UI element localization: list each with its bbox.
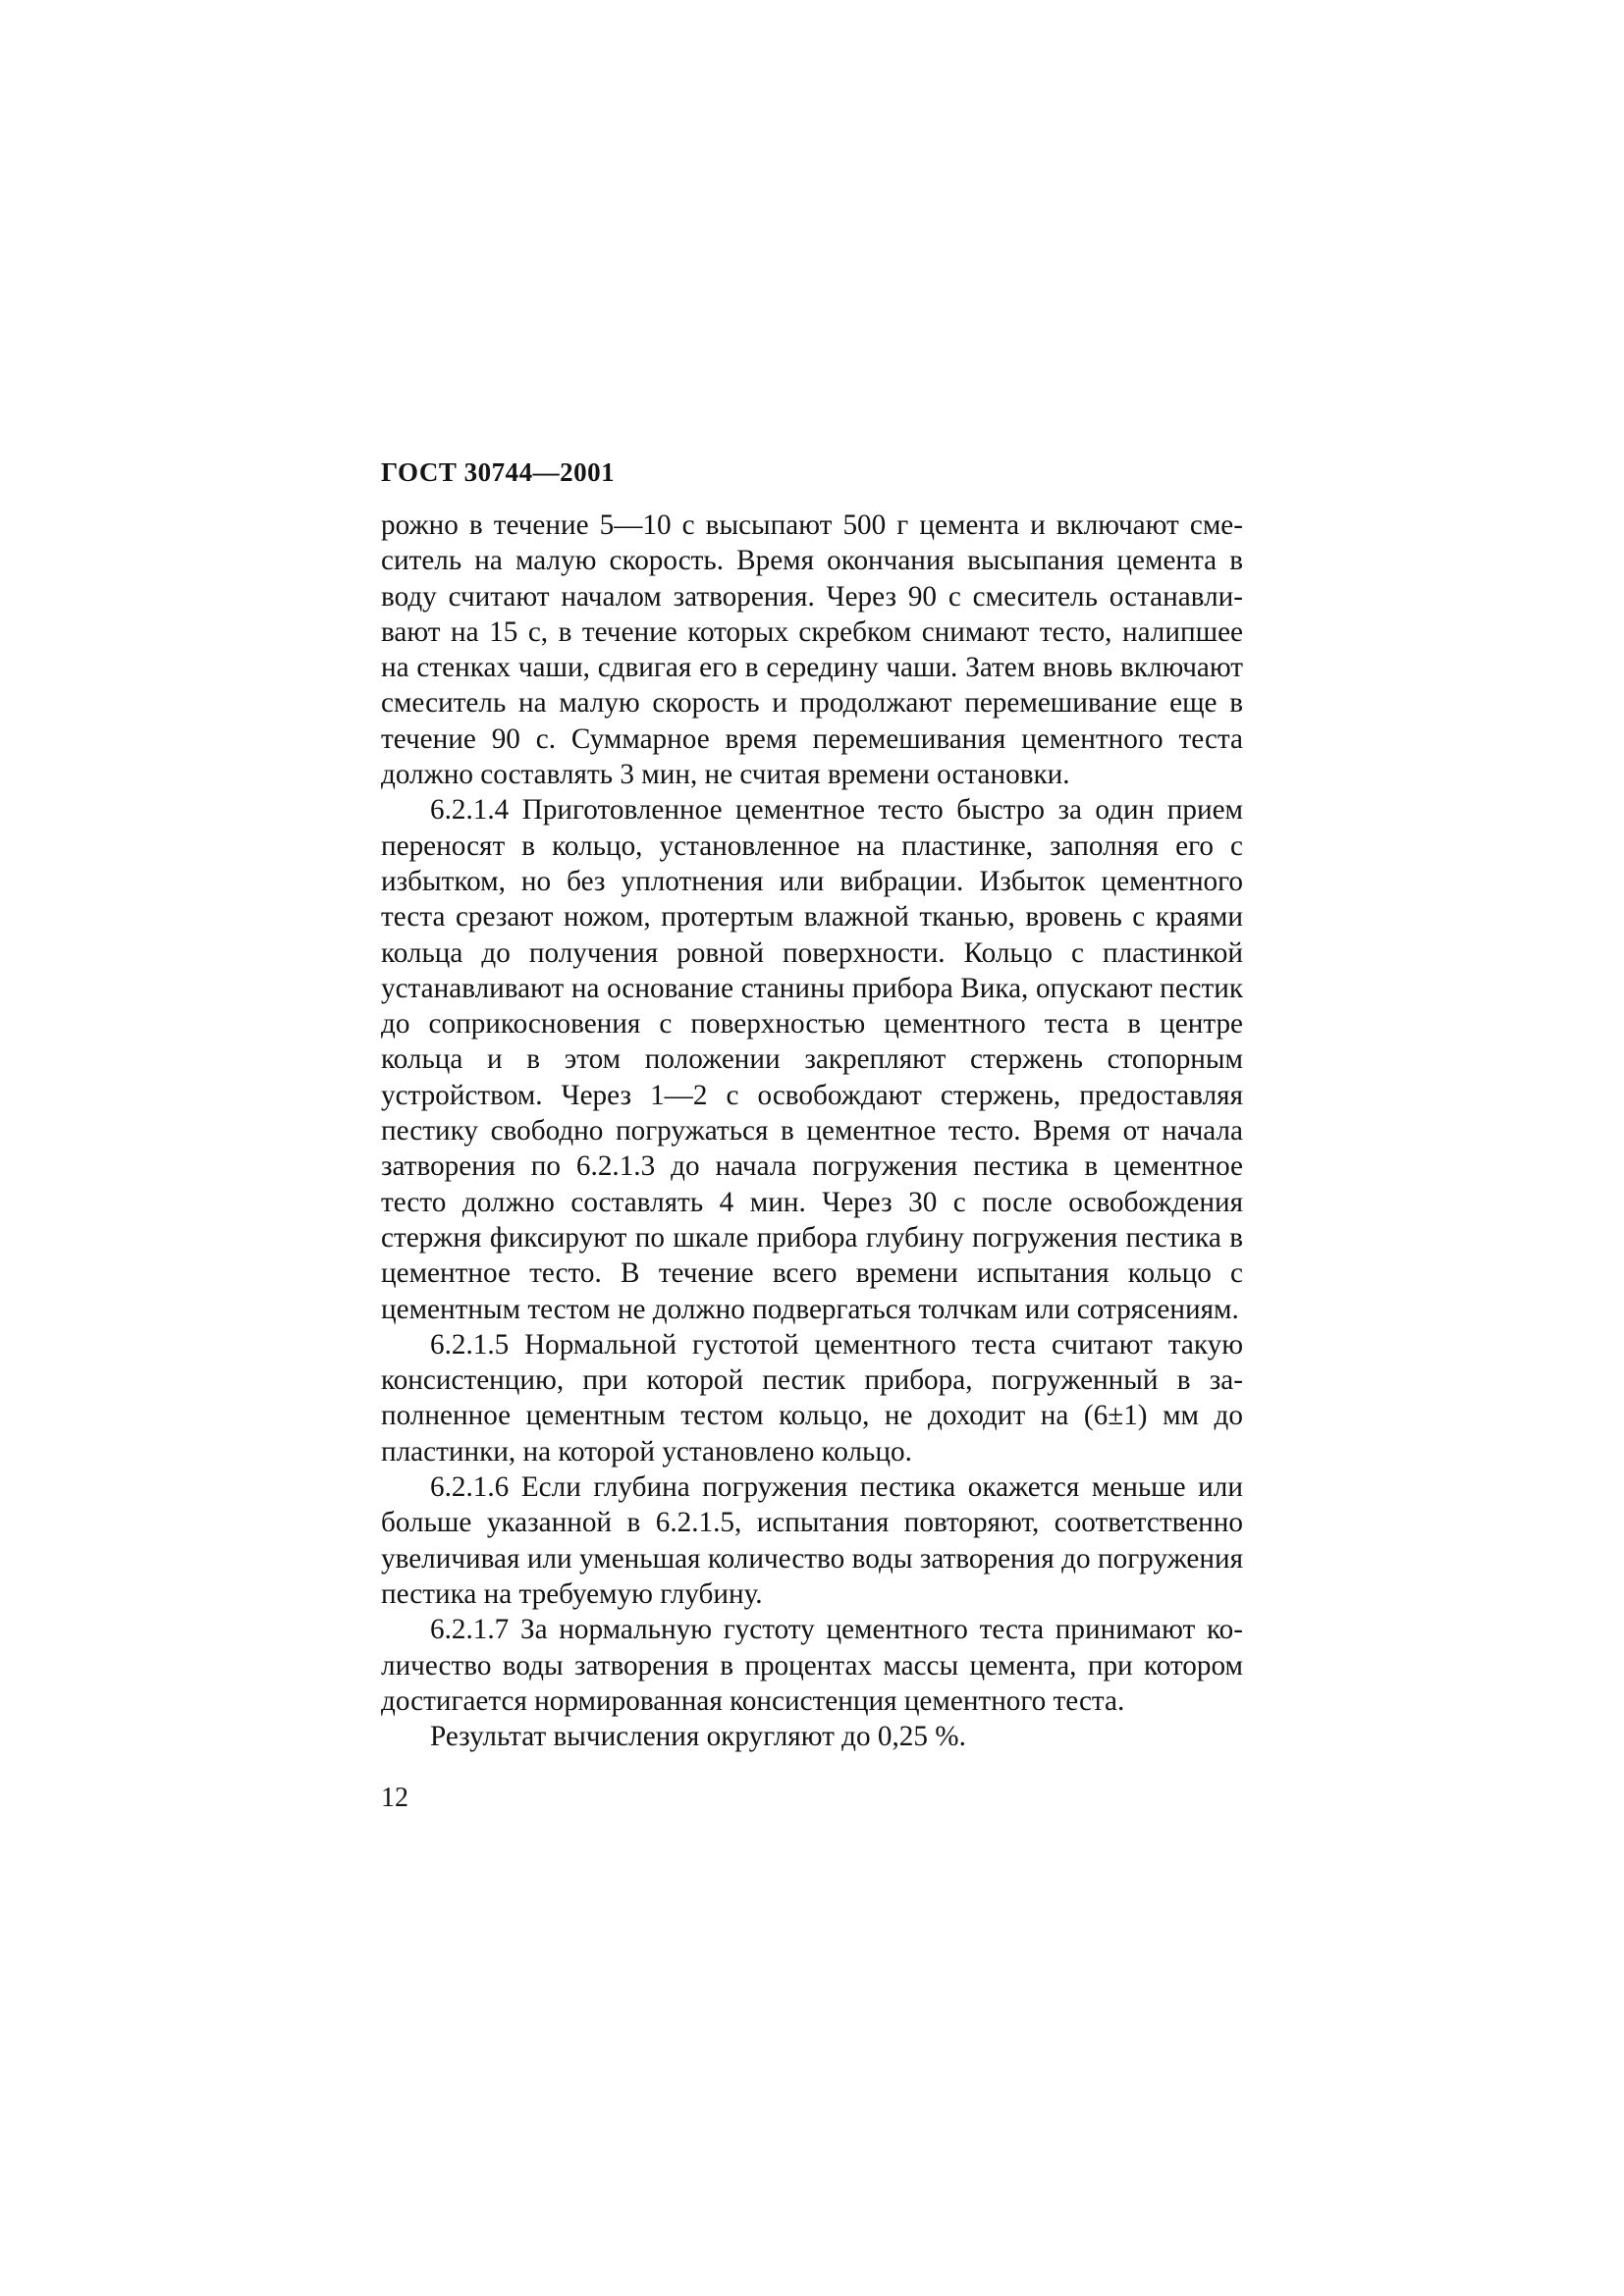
- paragraph-continuation: рожно в течение 5—10 с высыпают 500 г цемента и включают смеситель на малую скорость. Время окончания высыпания цемента в воду считают началом затворения. Через 90 с смеситель останавливают на 15 с, в течение которых скребком снимают тесто, налипшее на стенках чаши, сдвигая его в середину чаши. Затем вновь включают смеситель на малую скорость и продолжают перемешивание еще в течение 90 с. Суммарное время перемешивания цементного теста должно составлять 3 мин, не считая времени остановки.: [381, 509, 1243, 791]
- paragraph-6-2-1-4: 6.2.1.4 Приготовленное цементное тесто быстро за один прием переносят в кольцо, установленное на пластинке, заполняя его с избытком, но без уплотнения или вибрации. Избыток цементного теста срезают ножом, протертым влажной тканью, вровень с краями кольца до получения ровной поверхности. Кольцо с пластинкой устанавливают на основание станины прибора Вика, опускают пестик до соприкосновения с поверхностью цементного теста в центре кольца и в этом положении закрепляют стержень стопорным устройством. Через 1—2 с освобождают стержень, предоставляя пестику свободно погружаться в цементное тесто. Время от начала затворения по 6.2.1.3 до начала погружения пестика в цементное тесто должно составлять 4 мин. Через 30 с после освобождения стержня фиксируют по шкале прибора глубину погружения пестика в цементное тесто. В течение всего времени испытания кольцо с цементным тестом не должно подвергаться толчкам или сотрясениям.: [381, 794, 1243, 1325]
- document-body: [381, 507, 1243, 1754]
- page-number: 12: [381, 1783, 408, 1813]
- paragraph-6-2-1-7: 6.2.1.7 За нормальную густоту цементного теста принимают количество воды затворения в процентах массы цемента, при котором достигается нормированная консистенция цементного теста.: [381, 1614, 1243, 1717]
- paragraph-result-rounding: Результат вычисления округляют до 0,25 %.: [430, 1721, 966, 1753]
- paragraph-6-2-1-6: 6.2.1.6 Если глубина погружения пестика окажется меньше или больше указанной в 6.2.1.5, испытания повторяют, соответственно увеличивая или уменьшая количество воды затворения до погружения пестика на требуемую глубину.: [381, 1471, 1243, 1610]
- paragraph-6-2-1-5: 6.2.1.5 Нормальной густотой цементного теста считают такую консистенцию, при которой пестик прибора, погруженный в заполненное цементным тестом кольцо, не доходит на (6±1) мм до пластинки, на которой установлено кольцо.: [381, 1328, 1243, 1468]
- document-header-title: ГОСТ 30744—2001: [381, 457, 616, 487]
